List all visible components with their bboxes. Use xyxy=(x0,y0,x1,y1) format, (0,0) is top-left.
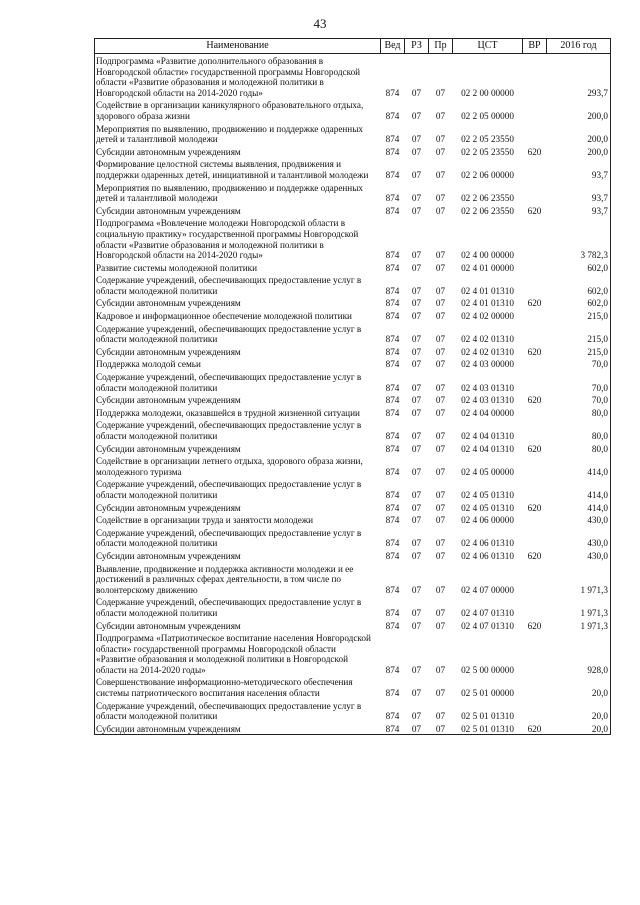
row-rz: 07 xyxy=(411,382,422,393)
table-row xyxy=(95,145,611,158)
row-vr xyxy=(523,418,547,441)
row-name: Мероприятия по выявлению, продвижению и поддержке одаренных детей и талантливой молодежи xyxy=(95,181,381,204)
row-pr: 07 xyxy=(435,584,446,595)
row-cst: 02 4 07 01310 xyxy=(461,607,514,618)
row-name: Субсидии автономным учреждениям xyxy=(95,442,381,455)
row-vr xyxy=(523,98,547,121)
row-vr xyxy=(523,675,547,698)
row-pr: 07 xyxy=(435,250,446,261)
row-pr: 07 xyxy=(435,515,446,526)
table-row xyxy=(95,442,611,455)
table-row xyxy=(95,501,611,514)
row-cst: 02 4 01 00000 xyxy=(461,262,514,273)
row-cst: 02 4 03 01310 xyxy=(461,395,514,406)
row-vr xyxy=(523,631,547,675)
row-name: Подпрограмма «Развитие дополнительного образования в Новгородской области» государственной программы Новгородской области «Развитие образования и молодежной политики в Новгородской области на 2014-2020 годы» xyxy=(95,54,381,99)
table-row xyxy=(95,418,611,441)
row-vr: 620 xyxy=(527,395,542,406)
row-vr: 620 xyxy=(527,443,542,454)
row-pr: 07 xyxy=(435,550,446,561)
row-rz: 07 xyxy=(411,134,422,145)
row-ved: 874 xyxy=(385,620,400,631)
row-rz: 07 xyxy=(411,431,422,441)
row-vr xyxy=(523,595,547,618)
row-vr xyxy=(523,526,547,549)
row-rz: 07 xyxy=(411,262,422,273)
row-amount: 430,0 xyxy=(547,513,611,526)
row-ved: 874 xyxy=(385,407,400,418)
row-name: Поддержка молодой семьи xyxy=(95,357,381,370)
row-ved: 874 xyxy=(385,311,400,322)
row-pr: 07 xyxy=(435,87,446,98)
row-amount: 414,0 xyxy=(547,454,611,477)
row-amount: 215,0 xyxy=(547,345,611,358)
row-pr: 07 xyxy=(435,334,446,345)
row-pr: 07 xyxy=(435,407,446,418)
row-cst: 02 2 05 23550 xyxy=(461,134,514,145)
row-rz: 07 xyxy=(411,620,422,631)
row-vr xyxy=(523,273,547,296)
row-vr xyxy=(523,357,547,370)
row-rz: 07 xyxy=(411,489,422,500)
row-name: Мероприятия по выявлению, продвижению и поддержке одаренных детей и талантливой молодежи xyxy=(95,122,381,145)
row-ved: 874 xyxy=(385,382,400,393)
row-ved: 874 xyxy=(385,607,400,618)
row-vr xyxy=(523,477,547,500)
row-pr: 07 xyxy=(435,382,446,393)
row-vr xyxy=(523,322,547,345)
table-row xyxy=(95,122,611,145)
header-rz: РЗ xyxy=(405,39,429,54)
row-name: Содержание учреждений, обеспечивающих предоставление услуг в области молодежной политики xyxy=(95,273,381,296)
row-ved: 874 xyxy=(385,550,400,561)
row-pr: 07 xyxy=(435,146,446,157)
row-ved: 874 xyxy=(385,538,400,549)
row-amount: 602,0 xyxy=(547,261,611,274)
row-name: Субсидии автономным учреждениям xyxy=(95,501,381,514)
row-amount: 70,0 xyxy=(547,393,611,406)
row-amount: 1 971,3 xyxy=(547,595,611,618)
row-name: Совершенствование информационно-методического обеспечения системы патриотического воспитания населения области xyxy=(95,675,381,698)
row-cst: 02 2 00 00000 xyxy=(461,87,514,98)
row-pr: 07 xyxy=(435,205,446,216)
row-rz: 07 xyxy=(411,250,422,261)
row-vr xyxy=(523,454,547,477)
row-rz: 07 xyxy=(411,334,422,345)
row-amount: 293,7 xyxy=(547,54,611,99)
table-row xyxy=(95,619,611,632)
row-rz: 07 xyxy=(411,311,422,322)
row-vr: 620 xyxy=(523,722,547,735)
row-pr: 07 xyxy=(435,346,446,357)
row-ved: 874 xyxy=(385,298,400,309)
row-cst: 02 4 07 01310 xyxy=(461,620,514,631)
row-pr: 07 xyxy=(435,262,446,273)
row-name: Развитие системы молодежной политики xyxy=(95,261,381,274)
row-amount: 430,0 xyxy=(547,526,611,549)
row-ved: 874 xyxy=(385,262,400,273)
row-amount: 414,0 xyxy=(547,477,611,500)
header-pr: Пр xyxy=(429,39,453,54)
row-vr xyxy=(523,562,547,596)
row-vr: 620 xyxy=(527,298,542,309)
row-rz: 07 xyxy=(411,711,422,722)
row-pr: 07 xyxy=(435,443,446,454)
row-name: Содержание учреждений, обеспечивающих предоставление услуг в области молодежной политики xyxy=(95,526,381,549)
row-ved: 874 xyxy=(385,146,400,157)
row-name: Кадровое и информационное обеспечение молодежной политики xyxy=(95,309,381,322)
row-cst: 02 2 06 23550 xyxy=(461,205,514,216)
row-vr xyxy=(523,261,547,274)
row-pr: 07 xyxy=(435,664,446,675)
row-ved: 874 xyxy=(385,489,400,500)
row-vr xyxy=(523,122,547,145)
row-ved: 874 xyxy=(385,502,400,513)
table-row xyxy=(95,454,611,477)
row-name: Субсидии автономным учреждениям xyxy=(95,204,381,217)
table-row xyxy=(95,722,611,735)
row-name: Субсидии автономным учреждениям xyxy=(95,619,381,632)
header-ved: Вед xyxy=(381,39,405,54)
table-row xyxy=(95,549,611,562)
row-rz: 07 xyxy=(411,110,422,121)
table-body xyxy=(95,54,611,735)
row-name: Формирование целостной системы выявления, продвижения и поддержки одаренных детей, инициативной и талантливой молодежи xyxy=(95,157,381,180)
row-name: Содержание учреждений, обеспечивающих предоставление услуг в области молодежной политики xyxy=(95,370,381,393)
row-pr: 07 xyxy=(435,431,446,441)
table-row xyxy=(95,296,611,309)
row-pr: 07 xyxy=(435,169,446,180)
row-name: Субсидии автономным учреждениям xyxy=(95,145,381,158)
row-pr: 07 xyxy=(435,110,446,121)
row-rz: 07 xyxy=(411,466,422,477)
row-ved: 874 xyxy=(385,515,400,526)
table-row xyxy=(95,595,611,618)
row-ved: 874 xyxy=(385,346,400,357)
row-ved: 874 xyxy=(385,466,400,477)
row-cst: 02 4 04 01310 xyxy=(461,431,514,441)
row-rz: 07 xyxy=(405,722,429,735)
row-cst: 02 5 01 01310 xyxy=(461,711,514,722)
table-row xyxy=(95,345,611,358)
row-vr xyxy=(523,513,547,526)
row-rz: 07 xyxy=(411,205,422,216)
row-rz: 07 xyxy=(411,359,422,370)
row-name: Субсидии автономным учреждениям xyxy=(95,345,381,358)
row-amount: 3 782,3 xyxy=(547,216,611,260)
row-amount: 93,7 xyxy=(547,181,611,204)
row-cst: 02 4 02 00000 xyxy=(461,311,514,322)
row-amount: 200,0 xyxy=(547,145,611,158)
row-vr xyxy=(523,54,547,99)
row-ved: 874 xyxy=(385,285,400,296)
row-amount: 20,0 xyxy=(547,722,611,735)
table-row xyxy=(95,631,611,675)
row-ved: 874 xyxy=(385,205,400,216)
row-cst: 02 5 00 00000 xyxy=(461,664,514,675)
row-pr: 07 xyxy=(435,193,446,204)
row-ved: 874 xyxy=(385,443,400,454)
row-pr: 07 xyxy=(435,489,446,500)
row-rz: 07 xyxy=(411,664,422,675)
row-vr: 620 xyxy=(527,550,542,561)
row-vr xyxy=(523,309,547,322)
row-vr xyxy=(523,157,547,180)
row-amount: 215,0 xyxy=(547,309,611,322)
row-vr xyxy=(523,699,547,722)
table-row xyxy=(95,309,611,322)
row-ved: 874 xyxy=(385,359,400,370)
row-rz: 07 xyxy=(411,407,422,418)
row-name: Субсидии автономным учреждениям xyxy=(95,393,381,406)
table-row xyxy=(95,393,611,406)
row-cst: 02 4 05 01310 xyxy=(461,502,514,513)
row-ved: 874 xyxy=(385,87,400,98)
table-row xyxy=(95,357,611,370)
table-row xyxy=(95,322,611,345)
row-pr: 07 xyxy=(435,607,446,618)
row-cst: 02 2 05 00000 xyxy=(461,110,514,121)
row-amount: 70,0 xyxy=(547,370,611,393)
row-ved: 874 xyxy=(381,722,405,735)
table-row xyxy=(95,261,611,274)
row-rz: 07 xyxy=(411,515,422,526)
row-rz: 07 xyxy=(411,550,422,561)
row-cst: 02 4 01 01310 xyxy=(461,298,514,309)
row-ved: 874 xyxy=(385,169,400,180)
table-row xyxy=(95,513,611,526)
header-cst: ЦСТ xyxy=(453,39,523,54)
row-cst: 02 5 01 00000 xyxy=(461,688,514,699)
row-amount: 1 971,3 xyxy=(547,619,611,632)
row-name: Содействие в организации каникулярного образовательного отдыха, здорового образа жизни xyxy=(95,98,381,121)
table-row xyxy=(95,98,611,121)
header-amount: 2016 год xyxy=(547,39,611,54)
row-cst: 02 4 03 01310 xyxy=(461,382,514,393)
table-row xyxy=(95,406,611,419)
row-rz: 07 xyxy=(411,607,422,618)
row-ved: 874 xyxy=(385,134,400,145)
row-pr: 07 xyxy=(435,395,446,406)
row-cst: 02 4 04 01310 xyxy=(461,443,514,454)
row-cst: 02 4 04 00000 xyxy=(461,407,514,418)
row-vr xyxy=(523,370,547,393)
row-vr xyxy=(523,406,547,419)
row-amount: 80,0 xyxy=(547,406,611,419)
row-cst: 02 4 00 00000 xyxy=(461,250,514,261)
header-vr: ВР xyxy=(523,39,547,54)
row-amount: 93,7 xyxy=(547,204,611,217)
row-pr: 07 xyxy=(435,466,446,477)
row-cst: 02 4 07 00000 xyxy=(461,584,514,595)
row-amount: 430,0 xyxy=(547,549,611,562)
row-cst: 02 4 02 01310 xyxy=(461,334,514,345)
row-ved: 874 xyxy=(385,688,400,699)
row-pr: 07 xyxy=(435,538,446,549)
row-amount: 80,0 xyxy=(547,442,611,455)
row-cst: 02 4 03 00000 xyxy=(461,359,514,370)
row-cst: 02 4 05 00000 xyxy=(461,466,514,477)
row-ved: 874 xyxy=(385,584,400,595)
row-name: Подпрограмма «Вовлечение молодежи Новгородской области в социальную практику» государственной программы Новгородской области «Развитие образования и молодежной политики в Новгородской области на 2014-2020 годы» xyxy=(95,216,381,260)
row-name: Содержание учреждений, обеспечивающих предоставление услуг в области молодежной политики xyxy=(95,418,381,441)
table-row xyxy=(95,370,611,393)
row-rz: 07 xyxy=(411,285,422,296)
row-ved: 874 xyxy=(385,711,400,722)
row-cst: 02 2 06 23550 xyxy=(461,193,514,204)
row-pr: 07 xyxy=(435,298,446,309)
row-rz: 07 xyxy=(411,443,422,454)
row-pr: 07 xyxy=(429,722,453,735)
table-row xyxy=(95,477,611,500)
row-pr: 07 xyxy=(435,359,446,370)
row-vr: 620 xyxy=(527,146,542,157)
table-row xyxy=(95,54,611,99)
row-cst: 02 4 02 01310 xyxy=(461,346,514,357)
row-rz: 07 xyxy=(411,538,422,549)
table-row xyxy=(95,526,611,549)
table-row xyxy=(95,699,611,722)
row-rz: 07 xyxy=(411,346,422,357)
row-rz: 07 xyxy=(411,502,422,513)
row-ved: 874 xyxy=(385,395,400,406)
row-amount: 200,0 xyxy=(547,122,611,145)
row-name: Содействие в организации труда и занятости молодежи xyxy=(95,513,381,526)
table-row xyxy=(95,675,611,698)
row-rz: 07 xyxy=(411,146,422,157)
row-rz: 07 xyxy=(411,193,422,204)
row-pr: 07 xyxy=(435,711,446,722)
row-cst: 02 5 01 01310 xyxy=(453,722,523,735)
row-pr: 07 xyxy=(435,134,446,145)
row-name: Содействие в организации летнего отдыха, здорового образа жизни, молодежного туризма xyxy=(95,454,381,477)
row-amount: 928,0 xyxy=(547,631,611,675)
row-vr xyxy=(523,216,547,260)
row-ved: 874 xyxy=(385,334,400,345)
row-cst: 02 4 06 01310 xyxy=(461,550,514,561)
row-name: Содержание учреждений, обеспечивающих предоставление услуг в области молодежной политики xyxy=(95,477,381,500)
row-vr: 620 xyxy=(527,346,542,357)
row-amount: 200,0 xyxy=(547,98,611,121)
row-pr: 07 xyxy=(435,311,446,322)
row-ved: 874 xyxy=(385,431,400,441)
row-rz: 07 xyxy=(411,169,422,180)
row-name: Содержание учреждений, обеспечивающих предоставление услуг в области молодежной политики xyxy=(95,699,381,722)
row-amount: 414,0 xyxy=(547,501,611,514)
budget-table xyxy=(94,38,611,735)
row-pr: 07 xyxy=(435,688,446,699)
row-name: Поддержка молодежи, оказавшейся в трудной жизненной ситуации xyxy=(95,406,381,419)
row-vr: 620 xyxy=(527,502,542,513)
table-row xyxy=(95,273,611,296)
page-number: 43 xyxy=(313,16,327,31)
header-name: Наименование xyxy=(95,39,381,54)
row-cst: 02 4 06 00000 xyxy=(461,515,514,526)
row-vr xyxy=(523,181,547,204)
row-ved: 874 xyxy=(385,193,400,204)
row-cst: 02 4 01 01310 xyxy=(461,285,514,296)
row-rz: 07 xyxy=(411,584,422,595)
row-ved: 874 xyxy=(385,664,400,675)
row-name: Субсидии автономным учреждениям xyxy=(95,296,381,309)
row-name: Содержание учреждений, обеспечивающих предоставление услуг в области молодежной политики xyxy=(95,595,381,618)
row-ved: 874 xyxy=(385,250,400,261)
row-amount: 93,7 xyxy=(547,157,611,180)
row-amount: 70,0 xyxy=(547,357,611,370)
row-name: Субсидии автономным учреждениям xyxy=(95,722,381,735)
row-cst: 02 2 05 23550 xyxy=(461,146,514,157)
table-row xyxy=(95,181,611,204)
row-rz: 07 xyxy=(411,87,422,98)
row-amount: 20,0 xyxy=(547,675,611,698)
row-amount: 215,0 xyxy=(547,322,611,345)
table-row xyxy=(95,204,611,217)
row-cst: 02 4 06 01310 xyxy=(461,538,514,549)
row-name: Субсидии автономным учреждениям xyxy=(95,549,381,562)
row-vr: 620 xyxy=(527,205,542,216)
row-pr: 07 xyxy=(435,502,446,513)
row-rz: 07 xyxy=(411,688,422,699)
row-rz: 07 xyxy=(411,298,422,309)
row-name: Содержание учреждений, обеспечивающих предоставление услуг в области молодежной политики xyxy=(95,322,381,345)
row-ved: 874 xyxy=(385,110,400,121)
table-row xyxy=(95,562,611,596)
row-cst: 02 4 05 01310 xyxy=(461,489,514,500)
row-rz: 07 xyxy=(411,395,422,406)
row-name: Подпрограмма «Патриотическое воспитание населения Новгородской области» государственной программы Новгородской области «Развитие образования и молодежной политики в Новгородской области на 2014-2020 годы» xyxy=(95,631,381,675)
row-amount: 602,0 xyxy=(547,296,611,309)
table-row xyxy=(95,157,611,180)
row-pr: 07 xyxy=(435,285,446,296)
table-row xyxy=(95,216,611,260)
table-header xyxy=(95,39,611,54)
row-cst: 02 2 06 00000 xyxy=(461,169,514,180)
row-pr: 07 xyxy=(435,620,446,631)
row-amount: 20,0 xyxy=(547,699,611,722)
row-amount: 602,0 xyxy=(547,273,611,296)
row-amount: 1 971,3 xyxy=(547,562,611,596)
row-amount: 80,0 xyxy=(547,418,611,441)
row-vr: 620 xyxy=(527,620,542,631)
row-name: Выявление, продвижение и поддержка активности молодежи и ее достижений в различных сферах деятельности, в том числе по волонтерскому движению xyxy=(95,562,381,596)
